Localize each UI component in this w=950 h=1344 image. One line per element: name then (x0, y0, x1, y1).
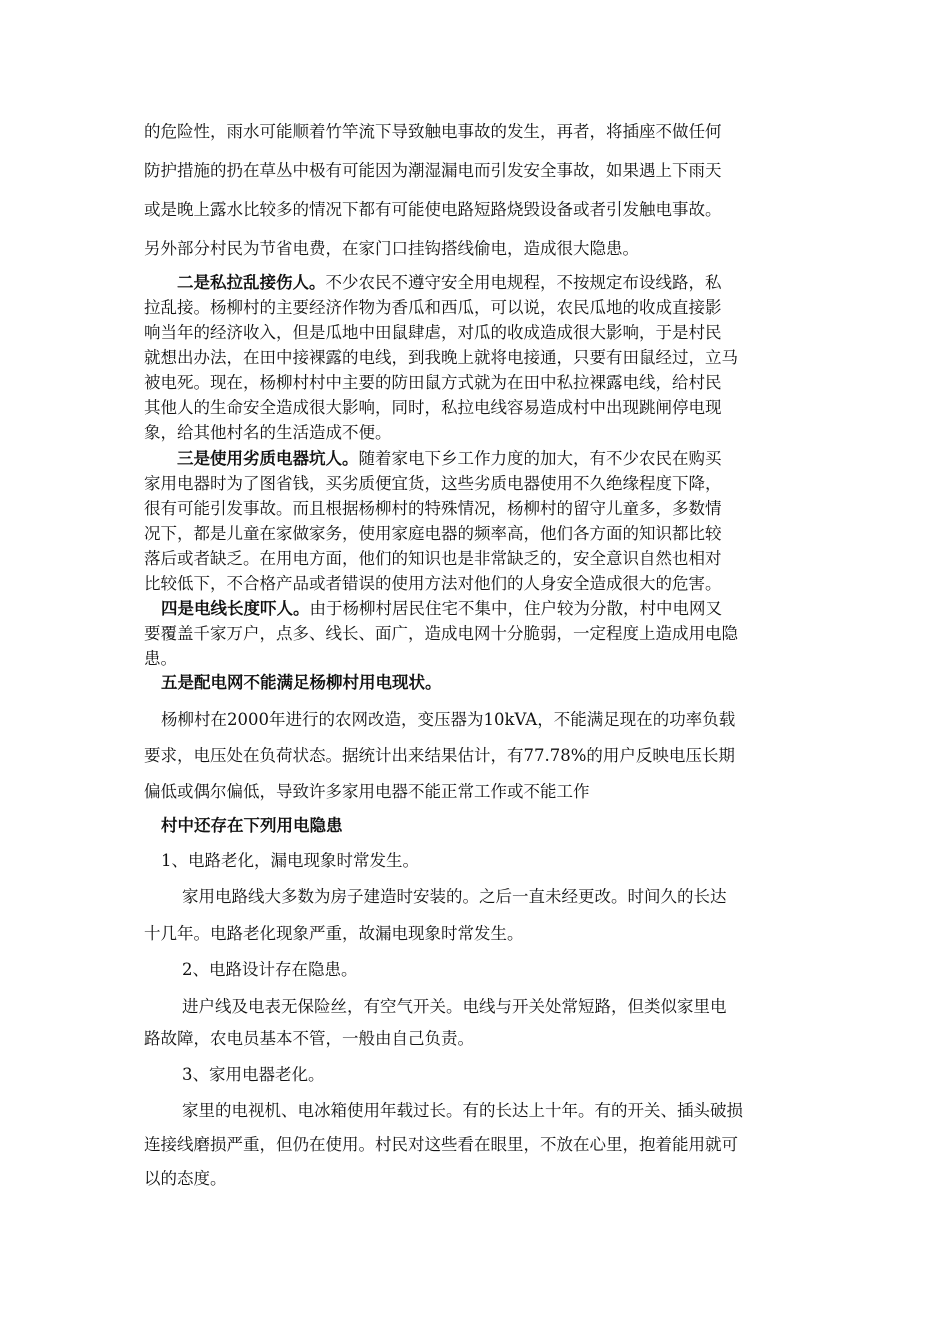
paragraph-line: 连接线磨损严重，但仍在使用。村民对这些看在眼里，不放在心里，抱着能用就可 (144, 1135, 738, 1154)
point-heading: 三是使用劣质电器坑人。 (177, 449, 359, 468)
paragraph-line: 要覆盖千家万户，点多、线长、面广，造成电网十分脆弱，一定程度上造成用电隐 (144, 624, 738, 643)
list-item-title: 3、家用电器老化。 (182, 1065, 325, 1084)
paragraph-line: 家用电路线大多数为房子建造时安装的。之后一直未经更改。时间久的长达 (182, 887, 727, 906)
paragraph-line: 被电死。现在，杨柳村村中主要的防田鼠方式就为在田中私拉裸露电线，给村民 (144, 373, 722, 392)
paragraph-line: 十几年。电路老化现象严重，故漏电现象时常发生。 (144, 924, 524, 943)
paragraph-line: 家用电器时为了图省钱，买劣质便宜货，这些劣质电器使用不久绝缘程度下降， (144, 474, 722, 493)
paragraph-line: 响当年的经济收入，但是瓜地中田鼠肆虐，对瓜的收成造成很大影响，于是村民 (144, 323, 722, 342)
paragraph-line: 要求，电压处在负荷状态。据统计出来结果估计，有77.78%的用户反映电压长期 (144, 746, 735, 765)
paragraph-line: 就想出办法，在田中接裸露的电线，到我晚上就将电接通，只要有田鼠经过，立马 (144, 348, 738, 367)
paragraph-line: 很有可能引发事故。而且根据杨柳村的特殊情况，杨柳村的留守儿童多，多数情 (144, 499, 722, 518)
list-item-title: 2、电路设计存在隐患。 (182, 960, 358, 979)
paragraph-line: 另外部分村民为节省电费，在家门口挂钩搭线偷电，造成很大隐患。 (144, 239, 639, 258)
paragraph-line: 二是私拉乱接伤人。不少农民不遵守安全用电规程，不按规定布设线路，私 (177, 273, 722, 292)
paragraph-line: 的危险性，雨水可能顺着竹竿流下导致触电事故的发生，再者，将插座不做任何 (144, 122, 722, 141)
section-heading: 五是配电网不能满足杨柳村用电现状。 (161, 673, 442, 692)
paragraph-line: 拉乱接。杨柳村的主要经济作物为香瓜和西瓜，可以说，农民瓜地的收成直接影 (144, 298, 722, 317)
paragraph-line: 进户线及电表无保险丝，有空气开关。电线与开关处常短路，但类似家里电 (182, 997, 727, 1016)
paragraph-line: 况下，都是儿童在家做家务，使用家庭电器的频率高，他们各方面的知识都比较 (144, 524, 722, 543)
paragraph-line: 防护措施的扔在草丛中极有可能因为潮湿漏电而引发安全事故，如果遇上下雨天 (144, 161, 722, 180)
paragraph-line: 以的态度。 (144, 1169, 227, 1188)
point-heading: 四是电线长度吓人。 (161, 599, 310, 618)
section-heading: 村中还存在下列用电隐患 (161, 816, 343, 835)
paragraph-line: 象，给其他村名的生活造成不便。 (144, 423, 392, 442)
paragraph-line: 比较低下，不合格产品或者错误的使用方法对他们的人身安全造成很大的危害。 (144, 574, 722, 593)
paragraph-line: 家里的电视机、电冰箱使用年载过长。有的长达上十年。有的开关、插头破损 (182, 1101, 743, 1120)
list-item-title: 1、电路老化，漏电现象时常发生。 (161, 851, 419, 870)
paragraph-line: 患。 (144, 649, 177, 668)
paragraph-line: 路故障，农电员基本不管，一般由自己负责。 (144, 1029, 474, 1048)
paragraph-line: 四是电线长度吓人。由于杨柳村居民住宅不集中，住户较为分散，村中电网又 (161, 599, 722, 618)
paragraph-line: 落后或者缺乏。在用电方面，他们的知识也是非常缺乏的，安全意识自然也相对 (144, 549, 722, 568)
paragraph-line: 三是使用劣质电器坑人。随着家电下乡工作力度的加大，有不少农民在购买 (177, 449, 722, 468)
point-heading: 二是私拉乱接伤人。 (177, 273, 326, 292)
paragraph-line: 偏低或偶尔偏低，导致许多家用电器不能正常工作或不能工作 (144, 782, 590, 801)
paragraph-line: 或是晚上露水比较多的情况下都有可能使电路短路烧毁设备或者引发触电事故。 (144, 200, 722, 219)
paragraph-line: 其他人的生命安全造成很大影响，同时，私拉电线容易造成村中出现跳闸停电现 (144, 398, 722, 417)
paragraph-line: 杨柳村在2000年进行的农网改造，变压器为10kVA，不能满足现在的功率负载 (161, 710, 736, 729)
